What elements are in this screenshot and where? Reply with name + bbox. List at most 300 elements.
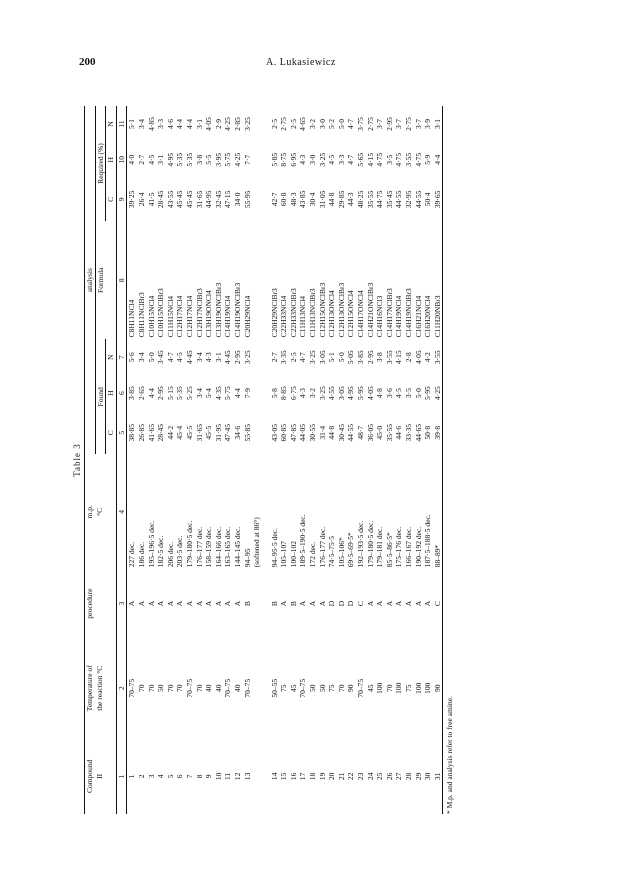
- cell-req-c: 28·45: [156, 190, 166, 209]
- rotated-table: [70, 100, 480, 820]
- table-row: [327, 106, 337, 814]
- cell-temperature: 90: [346, 684, 356, 692]
- cell-req-h: 4·4: [433, 142, 443, 178]
- cell-found-c: 44·05: [298, 423, 308, 442]
- cell-req-h: 4·95: [165, 152, 175, 167]
- cell-req-c: 44·55: [394, 190, 404, 209]
- cell-req-h: 3·1: [156, 154, 166, 165]
- cell-compound: 31: [433, 739, 443, 814]
- cell-req-h: 4·5: [146, 154, 156, 165]
- cell-found-n: 5·6: [127, 352, 137, 363]
- column-number: 8: [116, 221, 127, 339]
- cell-found-n: 5·0: [336, 352, 346, 363]
- cell-temperature: 100: [394, 682, 404, 694]
- cell-formula: C12H15ONClBr3: [317, 282, 327, 338]
- cell-compound: 24: [365, 772, 375, 781]
- cell-req-n: 3·1: [194, 118, 204, 129]
- cell-found-n: 5·1: [327, 352, 337, 363]
- cell-req-c: 44·8: [327, 192, 337, 207]
- cell-req-c: 34·0: [232, 192, 242, 207]
- cell-found-c: 44·6: [394, 425, 404, 440]
- cell-req-c: 30·4: [308, 192, 318, 207]
- cell-req-n: 5·1: [127, 118, 137, 129]
- cell-found-n: 2·95: [365, 350, 375, 365]
- cell-req-n: 4·25: [223, 117, 233, 131]
- cell-compound: 1: [127, 774, 137, 779]
- cell-req-c: 55·95: [242, 190, 252, 209]
- cell-req-n: 4·4: [175, 118, 185, 129]
- header-procedure: procedure: [85, 569, 117, 638]
- cell-found-n: 3·45: [156, 350, 166, 365]
- cell-found-n: 3·25: [308, 350, 318, 365]
- cell-req-h: 4·25: [232, 152, 242, 167]
- cell-compound: 22: [346, 772, 356, 781]
- cell-procedure: A: [127, 600, 137, 607]
- header-found-h: H: [106, 390, 116, 396]
- cell-found-n: 4·7: [165, 352, 175, 363]
- column-number: 1: [116, 739, 127, 814]
- cell-found-c: 47·85: [288, 423, 298, 442]
- cell-compound: 5: [165, 774, 175, 779]
- column-number: 7: [116, 339, 127, 375]
- cell-req-n: 4·65: [298, 117, 308, 131]
- cell-found-h: 4·25: [433, 375, 443, 411]
- cell-procedure: A: [223, 600, 233, 607]
- cell-found-h: 5·0: [413, 388, 423, 399]
- cell-req-n: 2·75: [279, 117, 289, 131]
- cell-req-n: 3·4: [136, 118, 146, 129]
- cell-mp: 176–177 dec.: [317, 526, 327, 568]
- column-number: 10: [116, 142, 127, 178]
- cell-found-c: 45·0: [375, 425, 385, 440]
- table-row: [308, 106, 318, 814]
- cell-mp: 94–95·5 dec.: [269, 528, 279, 568]
- cell-compound: 21: [336, 772, 346, 781]
- cell-found-h: 4·3: [298, 388, 308, 399]
- cell-req-h: 4·7: [346, 154, 356, 165]
- cell-req-c: 39·65: [433, 178, 443, 221]
- cell-found-n: 3·8: [375, 352, 385, 363]
- cell-req-h: 4·75: [413, 152, 423, 167]
- cell-req-h: 4·0: [127, 154, 137, 165]
- cell-procedure: D: [336, 600, 346, 607]
- table-row: [147, 106, 157, 814]
- cell-formula: C14H17ONCl4: [356, 290, 366, 338]
- cell-formula: C14H21ONClBr3: [365, 282, 375, 338]
- cell-procedure: A: [404, 600, 413, 607]
- cell-compound: 19: [317, 772, 327, 781]
- table-row: [137, 106, 147, 814]
- header-formula: Formula: [95, 267, 105, 293]
- cell-found-h: 6·75: [288, 386, 298, 400]
- column-number: 6: [116, 375, 127, 411]
- cell-req-h: 4·15: [365, 152, 375, 167]
- cell-temperature: 100: [413, 682, 423, 694]
- cell-found-h: 2·65: [136, 386, 146, 400]
- cell-procedure: A: [413, 600, 423, 607]
- cell-compound: 13: [242, 772, 252, 781]
- cell-found-h: 4·95: [346, 386, 356, 400]
- table-row: [175, 106, 185, 814]
- cell-found-h: 3·4: [194, 388, 204, 399]
- cell-req-h: 4·75: [375, 152, 385, 167]
- cell-found-n: 3·25: [242, 350, 252, 365]
- cell-found-h: 8·85: [279, 386, 289, 400]
- cell-formula: C12H13ONCl4: [327, 290, 337, 338]
- column-number: 9: [116, 178, 127, 221]
- cell-compound: [252, 739, 262, 814]
- table-row: [356, 106, 366, 814]
- cell-temperature: 70: [165, 684, 175, 692]
- cell-compound: 2: [136, 774, 146, 779]
- cell-mp: 163–165 dec.: [223, 526, 233, 568]
- cell-procedure: A: [375, 600, 385, 607]
- cell-mp: 189·5–190·5 dec.: [298, 514, 308, 568]
- table-footnote: * M.p. and analysis refer to free amine.: [445, 696, 455, 814]
- cell-mp: 176–177 dec.: [194, 526, 204, 568]
- running-head: A. Lukasiewicz: [266, 57, 336, 68]
- cell-req-h: 5·35: [175, 152, 185, 167]
- cell-temperature: 70: [336, 684, 346, 692]
- cell-req-c: 32·95: [404, 190, 413, 209]
- cell-found-h: 3·2: [308, 388, 318, 399]
- cell-formula: C20H29NCl4: [242, 295, 252, 338]
- cell-mp: 179–180·5 dec.: [184, 520, 194, 568]
- cell-procedure: A: [213, 600, 223, 607]
- cell-mp: 172 dec.: [308, 541, 318, 568]
- cell-req-c: 35·55: [365, 190, 375, 209]
- table-caption: Table 3: [72, 443, 82, 477]
- cell-found-n: 3·55: [433, 339, 443, 375]
- cell-temperature: 70–75: [356, 678, 366, 698]
- cell-found-h: 5·75: [223, 386, 233, 400]
- header-mp: m.p. °C: [85, 454, 117, 569]
- cell-req-c: 60·8: [279, 192, 289, 207]
- cell-req-c: 41·5: [146, 192, 156, 207]
- cell-mp: 179–181 dec.: [375, 526, 385, 568]
- cell-compound: 17: [298, 772, 308, 781]
- cell-formula: C22H33NCl4: [279, 295, 289, 338]
- cell-found-c: 31·65: [194, 423, 204, 442]
- cell-formula: C11H15NCl4: [165, 295, 175, 338]
- cell-procedure: D: [327, 600, 337, 607]
- cell-temperature: 75: [327, 684, 337, 692]
- cell-found-n: 2·5: [288, 352, 298, 363]
- cell-mp: 85·5–86·5*: [384, 532, 394, 568]
- table-row: [166, 106, 176, 814]
- cell-mp: 88–89*: [433, 454, 443, 569]
- cell-found-h: [252, 375, 262, 411]
- cell-found-c: 48·7: [356, 425, 366, 440]
- cell-req-c: 35·45: [384, 190, 394, 209]
- cell-found-c: 36·05: [365, 423, 375, 442]
- cell-found-h: 3·05: [336, 386, 346, 400]
- table-row: [346, 106, 356, 814]
- cell-procedure: A: [423, 600, 433, 607]
- cell-procedure: A: [184, 600, 194, 607]
- cell-req-c: 44·75: [375, 190, 385, 209]
- cell-req-n: 3·3: [156, 118, 166, 129]
- table-row: [270, 106, 280, 814]
- cell-found-h: 3·25: [317, 386, 327, 400]
- cell-found-h: 5·25: [184, 386, 194, 400]
- cell-found-c: 60·85: [279, 423, 289, 442]
- cell-found-h: 4·35: [213, 386, 223, 400]
- cell-formula: C11H13NClBr3: [308, 288, 318, 338]
- cell-mp: 206 dec.: [165, 541, 175, 568]
- cell-found-h: 3·6: [384, 388, 394, 399]
- cell-req-n: 4·4: [184, 118, 194, 129]
- table-row: [298, 106, 308, 814]
- cell-found-h: 2·95: [156, 386, 166, 400]
- cell-procedure: B: [269, 601, 279, 607]
- table-row: [195, 106, 205, 814]
- cell-found-n: 4·3: [204, 352, 214, 363]
- header-found-c: C: [106, 430, 116, 436]
- table-row: [366, 106, 376, 814]
- cell-req-h: 3·0: [308, 154, 318, 165]
- cell-req-h: 5·65: [356, 152, 366, 167]
- cell-formula: C12H17NCl4: [175, 295, 185, 338]
- cell-req-n: 2·75: [365, 117, 375, 131]
- cell-formula: C12H17NCl4: [184, 295, 194, 338]
- cell-procedure: D: [346, 600, 356, 607]
- cell-req-n: 4·05: [204, 117, 214, 131]
- table-row: [375, 106, 385, 814]
- table-row: [233, 106, 243, 814]
- cell-compound: 30: [423, 772, 433, 781]
- cell-compound: 26: [384, 772, 394, 781]
- cell-temperature: 40: [204, 684, 214, 692]
- cell-req-h: 7·7: [242, 154, 252, 165]
- cell-mp: 164–166 dec.: [213, 526, 223, 568]
- column-number: 2: [116, 638, 127, 739]
- cell-req-n: 2·5: [269, 118, 279, 129]
- cell-found-c: 30·45: [336, 423, 346, 442]
- cell-temperature: 70–75: [242, 678, 252, 698]
- cell-mp: 175–176 dec.: [394, 526, 404, 568]
- cell-req-n: 3·7: [413, 118, 423, 129]
- cell-req-h: 3·55: [404, 152, 413, 167]
- cell-req-c: 44·3: [346, 192, 356, 207]
- cell-found-h: 5·95: [423, 386, 433, 400]
- cell-req-n: 5·2: [327, 118, 337, 129]
- cell-formula: C11H13NCl4: [298, 295, 308, 338]
- cell-compound: 25: [375, 772, 385, 781]
- table-row: [243, 106, 253, 814]
- cell-mp: 192–193·5 dec.: [356, 520, 366, 568]
- cell-found-c: 30·55: [308, 423, 318, 442]
- cell-formula: C12H15ONCl4: [346, 290, 356, 338]
- cell-found-n: [252, 339, 262, 375]
- header-found-n: N: [106, 354, 116, 360]
- cell-found-c: 44·2: [165, 425, 175, 440]
- cell-found-h: 5·95: [356, 386, 366, 400]
- cell-formula: C11H20NBr3: [433, 221, 443, 339]
- cell-found-n: 2·7: [269, 352, 279, 363]
- cell-found-n: 4·15: [394, 350, 404, 365]
- cell-procedure: A: [279, 600, 289, 607]
- table-row: [414, 106, 424, 814]
- cell-temperature: 70–75: [184, 678, 194, 698]
- cell-req-n: 2·95: [384, 117, 394, 131]
- cell-req-n: 2·75: [404, 117, 413, 131]
- cell-req-h: 2·7: [136, 154, 146, 165]
- cell-found-n: 4·05: [413, 350, 423, 365]
- cell-procedure: A: [204, 600, 214, 607]
- cell-found-h: 5·15: [165, 386, 175, 400]
- cell-found-h: 3·85: [127, 386, 137, 400]
- cell-found-c: 38·85: [127, 423, 137, 442]
- cell-temperature: 70: [175, 684, 185, 692]
- table-row: [318, 106, 328, 814]
- cell-found-h: 5·4: [204, 388, 214, 399]
- cell-req-n: 3·9: [423, 118, 433, 129]
- table-row: [204, 106, 214, 814]
- cell-mp: 166–167 dec.: [404, 526, 413, 568]
- cell-found-c: 45·5: [184, 425, 194, 440]
- table-row: [279, 106, 289, 814]
- cell-found-c: [252, 411, 262, 454]
- cell-mp: 179–180·5 dec.: [365, 520, 375, 568]
- cell-found-c: 33·35: [404, 423, 413, 442]
- cell-found-c: 55·85: [242, 423, 252, 442]
- cell-compound: 11: [223, 772, 233, 780]
- cell-compound: 14: [269, 772, 279, 781]
- cell-compound: 9: [204, 774, 214, 779]
- cell-procedure: [252, 569, 262, 638]
- table-row: [127, 106, 137, 814]
- cell-mp: 203·5 dec.: [175, 535, 185, 568]
- cell-req-c: 43·85: [298, 190, 308, 209]
- cell-found-c: 43·05: [269, 423, 279, 442]
- cell-found-h: 4·5: [394, 388, 404, 399]
- cell-found-c: 44·65: [413, 423, 423, 442]
- cell-compound: 23: [356, 772, 366, 781]
- cell-procedure: C: [433, 569, 443, 638]
- cell-req-c: 29·85: [336, 190, 346, 209]
- cell-found-c: 41·65: [146, 423, 156, 442]
- cell-found-h: 5·8: [269, 388, 279, 399]
- cell-req-c: 47·15: [223, 190, 233, 209]
- cell-found-c: 47·45: [223, 423, 233, 442]
- cell-formula: C14H16NCl3: [375, 295, 385, 338]
- cell-temperature: 70: [194, 684, 204, 692]
- cell-temperature: 40: [232, 684, 242, 692]
- cell-found-c: 26·85: [136, 423, 146, 442]
- cell-found-n: 2·8: [404, 352, 413, 363]
- cell-req-c: 45·45: [184, 190, 194, 209]
- cell-req-h: 5·35: [184, 152, 194, 167]
- header-req-c: C: [106, 196, 116, 202]
- cell-formula: C13H19ONCl4: [204, 290, 214, 338]
- header-req-h: H: [106, 157, 116, 163]
- cell-compound: 3: [146, 774, 156, 779]
- cell-compound: 18: [308, 772, 318, 781]
- cell-formula: C22H33NClBr3: [288, 288, 298, 338]
- cell-formula: C16H20NCl4: [423, 295, 433, 338]
- page-number: 200: [79, 56, 96, 68]
- header-found: Found: [95, 339, 106, 454]
- cell-found-n: 4·2: [423, 352, 433, 363]
- table-row: [156, 106, 166, 814]
- column-number: 11: [116, 106, 127, 142]
- cell-req-c: 44·95: [204, 190, 214, 209]
- cell-req-n: 3·25: [242, 117, 252, 131]
- cell-formula: [252, 221, 262, 339]
- cell-found-c: 45·5: [204, 425, 214, 440]
- cell-mp: 158–159 dec.: [204, 526, 214, 568]
- table-row: [337, 106, 347, 814]
- cell-found-n: 3·05: [317, 350, 327, 365]
- cell-compound: 6: [175, 774, 185, 779]
- cell-mp: 69·5–69·5*: [346, 532, 356, 568]
- cell-procedure: A: [146, 600, 156, 607]
- cell-found-c: 39·8: [433, 411, 443, 454]
- cell-found-c: 31·4: [317, 425, 327, 440]
- cell-req-n: [252, 106, 262, 142]
- cell-temperature: 70: [136, 684, 146, 692]
- cell-compound: 7: [184, 774, 194, 779]
- table-row: [252, 106, 262, 814]
- cell-mp: 100–102: [288, 541, 298, 568]
- cell-compound: 27: [394, 772, 404, 781]
- cell-procedure: A: [232, 600, 242, 607]
- cell-req-h: 4·75: [394, 152, 404, 167]
- cell-mp: 227 dec.: [127, 541, 137, 568]
- cell-formula: C8H11NCl4: [127, 299, 137, 338]
- cell-procedure: A: [308, 600, 318, 607]
- cell-formula: C14H19NCl4: [223, 295, 233, 338]
- cell-found-c: 50·8: [423, 425, 433, 440]
- cell-temperature: 45: [365, 684, 375, 692]
- cell-req-n: 4·85: [146, 117, 156, 131]
- cell-found-c: 28·45: [156, 423, 166, 442]
- cell-found-c: 44·8: [327, 425, 337, 440]
- header-compound: Compound II: [85, 739, 117, 814]
- cell-found-n: 3·35: [279, 350, 289, 365]
- cell-temperature: 50–55: [269, 678, 279, 698]
- table-row: [385, 106, 395, 814]
- cell-temperature: 70: [384, 684, 394, 692]
- cell-temperature: 100: [423, 682, 433, 694]
- cell-found-h: 5·35: [175, 386, 185, 400]
- cell-mp: 105–107: [279, 541, 289, 568]
- cell-procedure: B: [288, 601, 298, 607]
- header-req-n: N: [106, 121, 116, 127]
- cell-formula: C13H19ONClBr3: [213, 282, 223, 338]
- cell-req-c: 44·55: [413, 190, 423, 209]
- cell-req-h: 5·85: [269, 152, 279, 167]
- cell-formula: C10H15NClBr3: [156, 288, 166, 338]
- cell-procedure: C: [356, 601, 366, 607]
- cell-compound: 12: [232, 772, 242, 781]
- cell-req-h: 8·75: [279, 152, 289, 167]
- cell-found-c: 31·95: [213, 423, 223, 442]
- cell-formula: C14H19ONClBr3: [232, 282, 242, 338]
- cell-req-h: 3·3: [336, 154, 346, 165]
- cell-formula: C8H11NClBr3: [136, 292, 146, 338]
- cell-found-c: 45·4: [175, 425, 185, 440]
- cell-mp: 190–192 dec.: [413, 526, 423, 568]
- cell-req-n: 5·0: [336, 118, 346, 129]
- cell-temperature: 75: [279, 684, 289, 692]
- cell-found-h: 4·05: [365, 386, 375, 400]
- cell-req-h: 5·9: [423, 154, 433, 165]
- cell-req-c: 26·4: [136, 192, 146, 207]
- cell-mp: 195–196·5 dec.: [146, 520, 156, 568]
- cell-req-c: 43·55: [165, 190, 175, 209]
